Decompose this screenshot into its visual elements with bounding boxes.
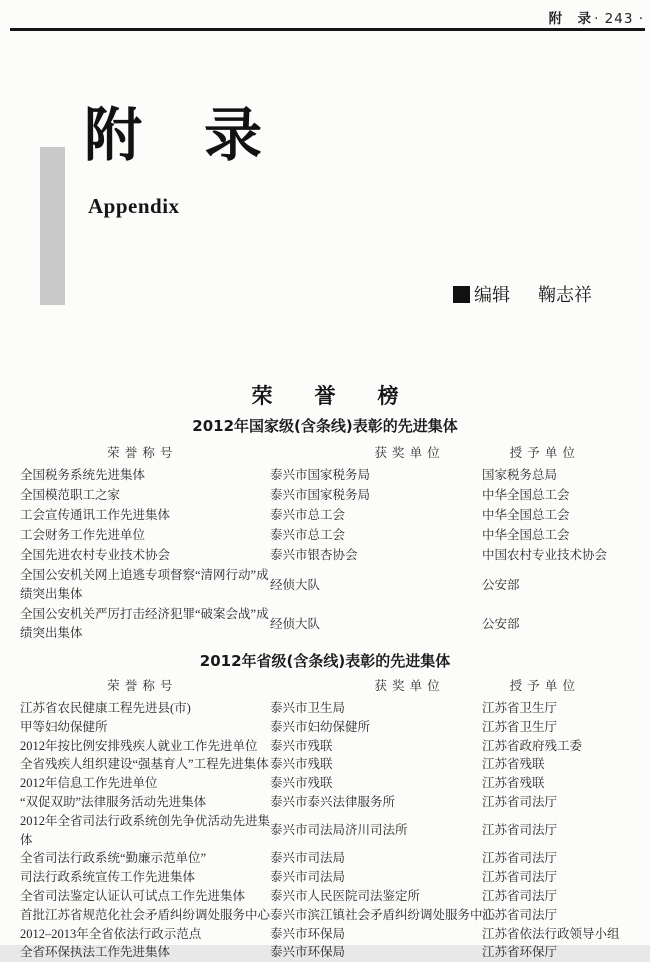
cell-honor-title: 司法行政系统宣传工作先进集体 <box>20 870 196 885</box>
cell-awarded-unit: 泰兴市总工会 <box>270 528 346 542</box>
running-header <box>549 7 644 27</box>
cell-honor-title: 工会财务工作先进单位 <box>20 528 146 542</box>
cell-awarding-unit: 江苏省卫生厅 <box>482 701 558 715</box>
editor-credit <box>453 281 592 307</box>
cell-awarding-unit: 中华全国总工会 <box>482 528 570 542</box>
cell-awarding-unit: 江苏省环保厅 <box>482 945 558 960</box>
cell-awarded-unit: 泰兴市环保局 <box>270 945 346 960</box>
running-header-page-number: · 243 · <box>594 11 644 27</box>
table-row <box>20 868 634 887</box>
cell-awarding-unit: 江苏省司法厅 <box>482 851 558 866</box>
cell-awarding-unit: 公安部 <box>482 616 520 631</box>
cell-awarded-unit: 泰兴市残联 <box>270 776 333 791</box>
cell-honor-title: 首批江苏省规范化社会矛盾纠纷调处服务中心 <box>20 907 271 922</box>
table-row <box>20 774 634 793</box>
awards-table-national <box>20 444 634 643</box>
cell-awarding-unit: 江苏省残联 <box>482 776 545 791</box>
table-row <box>20 566 634 604</box>
cell-awarded-unit: 经侦大队 <box>270 616 321 631</box>
table-body <box>20 699 634 962</box>
cell-awarded-unit: 泰兴市环保局 <box>270 926 346 941</box>
cell-honor-title: 全省司法鉴定认证认可试点工作先进集体 <box>20 888 246 903</box>
table-header-row <box>20 444 634 463</box>
cell-awarding-unit: 江苏省政府残工委 <box>482 738 583 753</box>
cell-awarding-unit: 公安部 <box>482 577 520 592</box>
cell-honor-title: 全省环保执法工作先进集体 <box>20 945 171 960</box>
page-title: 附 录 <box>84 103 265 168</box>
cell-awarded-unit: 泰兴市残联 <box>270 757 333 772</box>
column-header-honor-title: 荣 誉 称 号 <box>107 446 174 460</box>
page-title-english: Appendix <box>88 194 180 218</box>
cell-honor-title: 2012–2013年全省依法行政示范点 <box>20 926 202 941</box>
cell-awarded-unit: 泰兴市卫生局 <box>270 701 346 715</box>
cell-awarding-unit: 国家税务总局 <box>482 468 558 482</box>
cell-honor-title: 江苏省农民健康工程先进县(市) <box>20 701 191 715</box>
cell-honor-title: 2012年按比例安排残疾人就业工作先进单位 <box>20 738 258 753</box>
column-header-awarded-unit: 获 奖 单 位 <box>374 679 441 693</box>
cell-awarded-unit: 泰兴市总工会 <box>270 508 346 522</box>
table-row <box>20 506 634 525</box>
table-row <box>20 466 634 485</box>
cell-awarding-unit: 江苏省司法厅 <box>482 823 558 838</box>
cell-awarding-unit: 江苏省卫生厅 <box>482 719 558 734</box>
table-row <box>20 755 634 774</box>
table-row <box>20 546 634 565</box>
cell-awarded-unit: 泰兴市泰兴法律服务所 <box>270 794 396 809</box>
cell-awarding-unit: 中国农村专业技术协会 <box>482 548 608 562</box>
table-row <box>20 906 634 925</box>
cell-honor-title: 全国模范职工之家 <box>20 488 121 502</box>
honor-roll <box>0 383 650 962</box>
cell-honor-title: 2012年信息工作先进单位 <box>20 776 158 791</box>
honor-roll-title: 荣 誉 榜 <box>251 384 399 408</box>
cell-awarded-unit: 泰兴市国家税务局 <box>270 488 371 502</box>
table-row <box>20 526 634 545</box>
awards-table-provincial <box>20 677 634 962</box>
cell-honor-title: 全国先进农村专业技术协会 <box>20 548 171 562</box>
editor-label: 编辑 <box>474 285 510 305</box>
cell-awarded-unit: 经侦大队 <box>270 577 321 592</box>
table-row <box>20 793 634 812</box>
cell-honor-title: 全省残疾人组织建设“强基育人”工程先进集体 <box>20 757 269 772</box>
cell-honor-title: 2012年全省司法行政系统创先争优活动先进集体 <box>20 813 271 847</box>
cell-awarded-unit: 泰兴市银杏协会 <box>270 548 358 562</box>
table-row <box>20 605 634 643</box>
cell-honor-title: 全国公安机关严厉打击经济犯罪“破案会战”成绩突出集体 <box>20 607 269 640</box>
table-row <box>20 718 634 737</box>
column-header-honor-title: 荣 誉 称 号 <box>107 679 174 693</box>
table-row <box>20 737 634 756</box>
cell-honor-title: 全国公安机关网上追逃专项督察“清网行动”成绩突出集体 <box>20 568 269 601</box>
cell-awarded-unit: 泰兴市残联 <box>270 738 333 753</box>
black-square-icon <box>453 286 470 303</box>
table-row <box>20 943 634 962</box>
header-rule <box>10 28 645 31</box>
editor-name: 鞠志祥 <box>538 285 592 305</box>
cell-awarded-unit: 泰兴市司法局 <box>270 870 346 885</box>
cell-honor-title: 甲等妇幼保健所 <box>20 719 108 734</box>
table-row <box>20 887 634 906</box>
column-header-awarding-unit: 授 予 单 位 <box>509 446 576 460</box>
cell-awarding-unit: 中华全国总工会 <box>482 488 570 502</box>
cell-awarded-unit: 泰兴市滨江镇社会矛盾纠纷调处服务中心 <box>270 907 496 922</box>
cell-awarding-unit: 江苏省依法行政领导小组 <box>482 926 620 941</box>
cell-awarding-unit: 江苏省司法厅 <box>482 870 558 885</box>
table-row <box>20 812 634 850</box>
cell-awarded-unit: 泰兴市人民医院司法鉴定所 <box>270 888 421 903</box>
running-header-section: 附 录 <box>548 11 593 27</box>
cell-awarding-unit: 江苏省司法厅 <box>482 794 558 809</box>
cell-awarded-unit: 泰兴市国家税务局 <box>270 468 371 482</box>
cell-awarding-unit: 江苏省司法厅 <box>482 907 558 922</box>
table-header-row <box>20 677 634 696</box>
table-row <box>20 486 634 505</box>
cell-awarding-unit: 中华全国总工会 <box>482 508 570 522</box>
cell-honor-title: 全国税务系统先进集体 <box>20 468 146 482</box>
section-title-provincial: 2012年省级(含条线)表彰的先进集体 <box>199 652 451 670</box>
cell-awarding-unit: 江苏省残联 <box>482 757 545 772</box>
table-row <box>20 699 634 718</box>
cell-honor-title: 工会宣传通讯工作先进集体 <box>20 508 171 522</box>
cell-honor-title: 全省司法行政系统“勤廉示范单位” <box>20 851 207 866</box>
table-row <box>20 849 634 868</box>
cell-awarded-unit: 泰兴市妇幼保健所 <box>270 719 371 734</box>
cell-awarded-unit: 泰兴市司法局 <box>270 851 346 866</box>
cell-awarding-unit: 江苏省司法厅 <box>482 888 558 903</box>
column-header-awarding-unit: 授 予 单 位 <box>509 679 576 693</box>
cell-awarded-unit: 泰兴市司法局济川司法所 <box>270 823 408 838</box>
section-title-national: 2012年国家级(含条线)表彰的先进集体 <box>192 417 458 435</box>
column-header-awarded-unit: 获 奖 单 位 <box>374 446 441 460</box>
table-body <box>20 466 634 643</box>
table-row <box>20 925 634 944</box>
title-decor-bar <box>40 147 65 305</box>
cell-honor-title: “双促双助”法律服务活动先进集体 <box>20 794 207 809</box>
